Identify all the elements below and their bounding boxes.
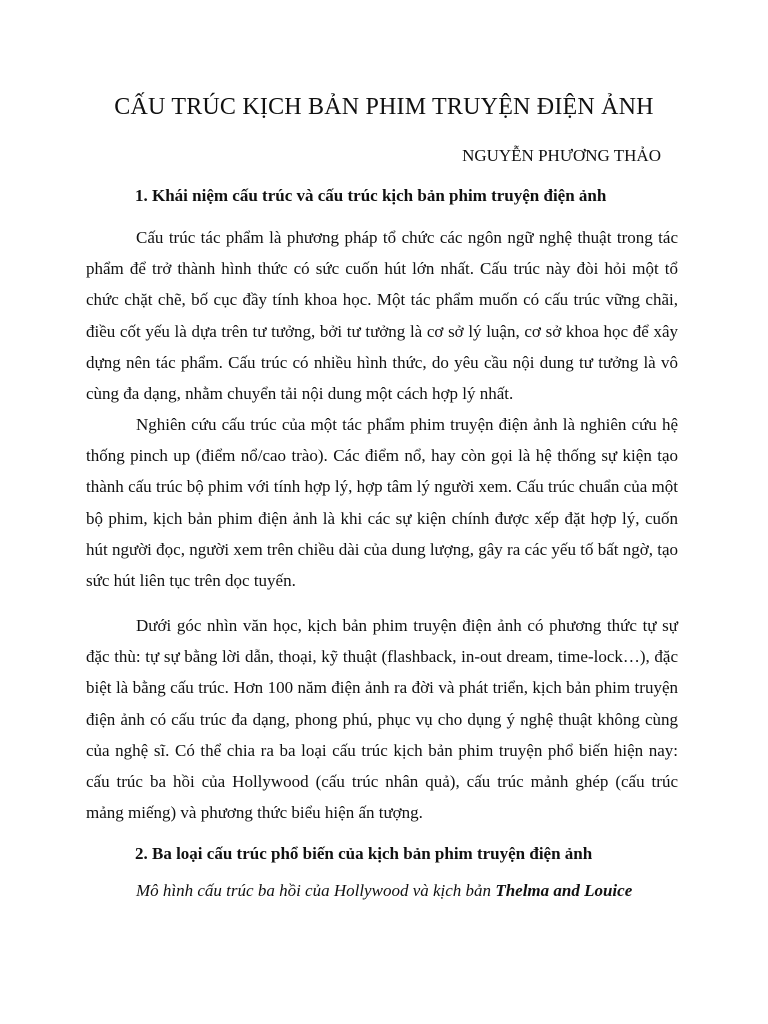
author-name: NGUYỄN PHƯƠNG THẢO xyxy=(462,146,661,165)
paragraph-1: Cấu trúc tác phẩm là phương pháp tổ chức các ngôn ngữ nghệ thuật trong tác phẩm để trở thành hình thức có sức cuốn hút lớn nhất. Cấu trúc này đòi hỏi một tổ chức chặt chẽ, bố cục đầy tính khoa học. Một tác phẩm muốn có cấu trúc vững chãi, điều cốt yếu là dựa trên tư tưởng, bởi tư tưởng là cơ sở lý luận, cơ sở khoa học để xây dựng nên tác phẩm. Cấu trúc có nhiều hình thức, do yêu cầu nội dung tư tưởng là vô cùng đa dạng, nhằm chuyển tải nội dung một cách hợp lý nhất. xyxy=(86,228,678,404)
paragraph-2: Nghiên cứu cấu trúc của một tác phẩm phim truyện điện ảnh là nghiên cứu hệ thống pinch up (điểm nổ/cao trào). Các điểm nổ, hay còn gọi là hệ thống sự kiện tạo thành cấu trúc bộ phim với tính hợp lý, hợp tâm lý người xem. Cấu trúc chuẩn của một bộ phim, kịch bản phim điện ảnh là khi các sự kiện chính được xếp đặt hợp lý, cuốn hút người đọc, người xem trên chiều dài của dung lượng, gây ra các yếu tố bất ngờ, tạo sức hút liên tục trên dọc tuyến. xyxy=(86,415,678,591)
subsection-heading xyxy=(136,880,632,902)
subheading-text: Mô hình cấu trúc ba hồi của Hollywood và kịch bản xyxy=(136,881,496,900)
document-title: CẤU TRÚC KỊCH BẢN PHIM TRUYỆN ĐIỆN ẢNH xyxy=(114,94,654,120)
section-heading-1: 1. Khái niệm cấu trúc và cấu trúc kịch bản phim truyện điện ảnh xyxy=(135,186,607,205)
film-title: Thelma and Louice xyxy=(495,881,633,900)
paragraph-3: Dưới góc nhìn văn học, kịch bản phim truyện điện ảnh có phương thức tự sự đặc thù: tự sự bằng lời dẫn, thoại, kỹ thuật (flashback, in-out dream, time-lock…), đặc biệt là bằng cấu trúc. Hơn 100 năm điện ảnh ra đời và phát triển, kịch bản phim truyện điện ảnh có cấu trúc đa dạng, phong phú, phục vụ cho dụng ý nghệ thuật không cùng của nghệ sĩ. Có thể chia ra ba loại cấu trúc kịch bản phim truyện phổ biến hiện nay: cấu trúc ba hồi của Hollywood (cấu trúc nhân quả), cấu trúc mảnh ghép (cấu trúc mảng miếng) và phương thức biểu hiện ấn tượng. xyxy=(86,616,678,823)
section-heading-2: 2. Ba loại cấu trúc phổ biến của kịch bản phim truyện điện ảnh xyxy=(135,844,593,863)
